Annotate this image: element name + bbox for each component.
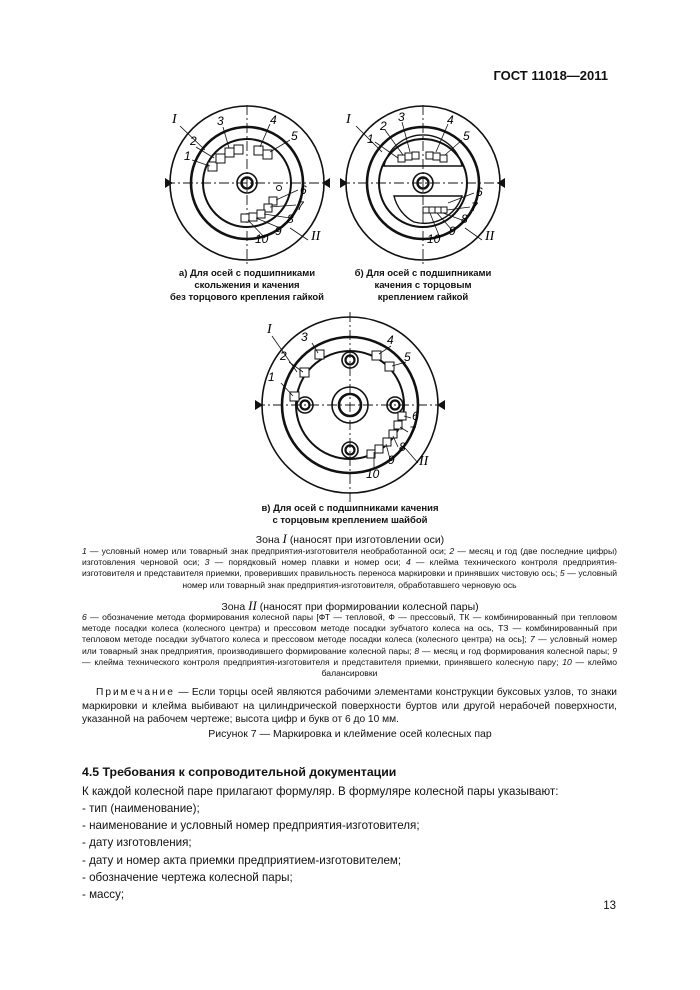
zone-I-label: I	[172, 112, 177, 127]
marker-8: 8	[461, 212, 468, 226]
page-header: ГОСТ 11018—2011	[493, 68, 608, 83]
list-item: - дату изготовления;	[82, 836, 192, 850]
marker-1: 1	[367, 132, 374, 146]
figure-a-diagram	[160, 110, 340, 270]
caption-b: б) Для осей с подшипниками качения с торцовым креплением гайкой	[354, 268, 492, 303]
marker-8: 8	[399, 440, 406, 454]
marker-7: 7	[297, 199, 304, 213]
marker-3: 3	[301, 330, 308, 344]
figure-c-diagram	[250, 310, 450, 515]
marker-5: 5	[463, 129, 470, 143]
section-intro: К каждой колесной паре прилагают формуляр. В формуляре колесной пары указывают:	[82, 785, 559, 798]
figure-caption: Рисунок 7 — Маркировка и клеймение осей колесных пар	[208, 728, 492, 740]
section-title: 4.5 Требования к сопроводительной документации	[82, 765, 397, 779]
marker-6: 6	[412, 409, 419, 423]
marker-6: 6	[476, 185, 483, 199]
figure-note: Примечание — Если торцы осей являются рабочими элементами конструкции буксовых узлов, то знаки маркировки и клейма выбивают на цилиндрической поверхности буртов или другой нерабочей поверхности, указанной на рабочем чертеже; высота цифр и букв от 6 до 10 мм.	[82, 687, 617, 725]
marker-10: 10	[366, 467, 380, 481]
list-item: - наименование и условный номер предприятия-изготовителя;	[82, 819, 420, 833]
marker-9: 9	[275, 224, 282, 238]
zone-2-legend: 6 — обозначение метода формирования колесной пары [ФТ — тепловой, Ф — прессовый, ТК — комбинированный при тепловом методе посадки колеса (колесного центра) и прессовом методе посадки зубчатого колеса на ось, ТЗ — комбинированный при тепловом методе посадки зубчатого колеса и прессовом методе посадки колеса (колесного центра) на ось]; 7 — условный номер или товарный знак предприятия, производившего формирование колесной пары; 8 — месяц и год формирования колесной пары; 9 — клейма технического контроля предприятия-изготовителя и представителя приемки, принявшего колесную пару; 10 — клеймо балансировки	[82, 612, 618, 679]
marker-6: 6	[300, 183, 307, 197]
marker-3: 3	[217, 114, 224, 128]
zone-II-label: II	[311, 229, 321, 244]
zone-1-legend: 1 — условный номер или товарный знак предприятия-изготовителя необработанной оси; 2 — месяц и год (две последние цифры) изготовления черновой оси; 3 — порядковый номер плавки и номер оси; 4 — клейма технического контроля предприятия-изготовителя и представителя приемки, проверивших правильность переноса маркировки и принявших чистовую ось; 5 — условный номер или товарный знак предприятия-изготовителя, обработавшего черновую ось	[82, 546, 618, 590]
marker-3: 3	[398, 110, 405, 124]
figure-b-diagram	[338, 110, 518, 270]
marker-9: 9	[388, 453, 395, 467]
marker-1: 1	[268, 370, 275, 384]
zone-I-label: I	[346, 112, 351, 127]
marker-5: 5	[404, 350, 411, 364]
marker-4: 4	[447, 113, 454, 127]
marker-10: 10	[427, 232, 441, 246]
marker-4: 4	[387, 333, 394, 347]
marker-1: 1	[184, 149, 191, 163]
marker-7: 7	[409, 424, 416, 438]
marker-2: 2	[190, 134, 197, 148]
marker-2: 2	[280, 349, 287, 363]
page-number: 13	[603, 900, 616, 912]
marker-5: 5	[291, 129, 298, 143]
caption-c: в) Для осей с подшипниками качения с торцовым креплением шайбой	[261, 503, 439, 526]
marker-10: 10	[255, 232, 269, 246]
zone-1-title: Зона I (наносят при изготовлении оси)	[255, 531, 445, 546]
list-item: - массу;	[82, 888, 125, 902]
marker-4: 4	[270, 113, 277, 127]
marker-2: 2	[380, 119, 387, 133]
zone-2-title: Зона II (наносят при формировании колесной пары)	[221, 598, 479, 613]
list-item: - тип (наименование);	[82, 802, 200, 815]
zone-II-label: II	[419, 454, 429, 469]
zone-II-label: II	[485, 229, 495, 244]
requirements-list	[82, 800, 420, 903]
list-item: - обозначение чертежа колесной пары;	[82, 870, 293, 884]
marker-7: 7	[471, 200, 478, 214]
caption-a: а) Для осей с подшипниками скольжения и качения без торцового крепления гайкой	[170, 268, 324, 303]
list-item: - дату и номер акта приемки предприятием-изготовителем;	[82, 853, 402, 867]
marker-8: 8	[287, 212, 294, 226]
marker-9: 9	[449, 224, 456, 238]
zone-I-label: I	[267, 322, 272, 337]
